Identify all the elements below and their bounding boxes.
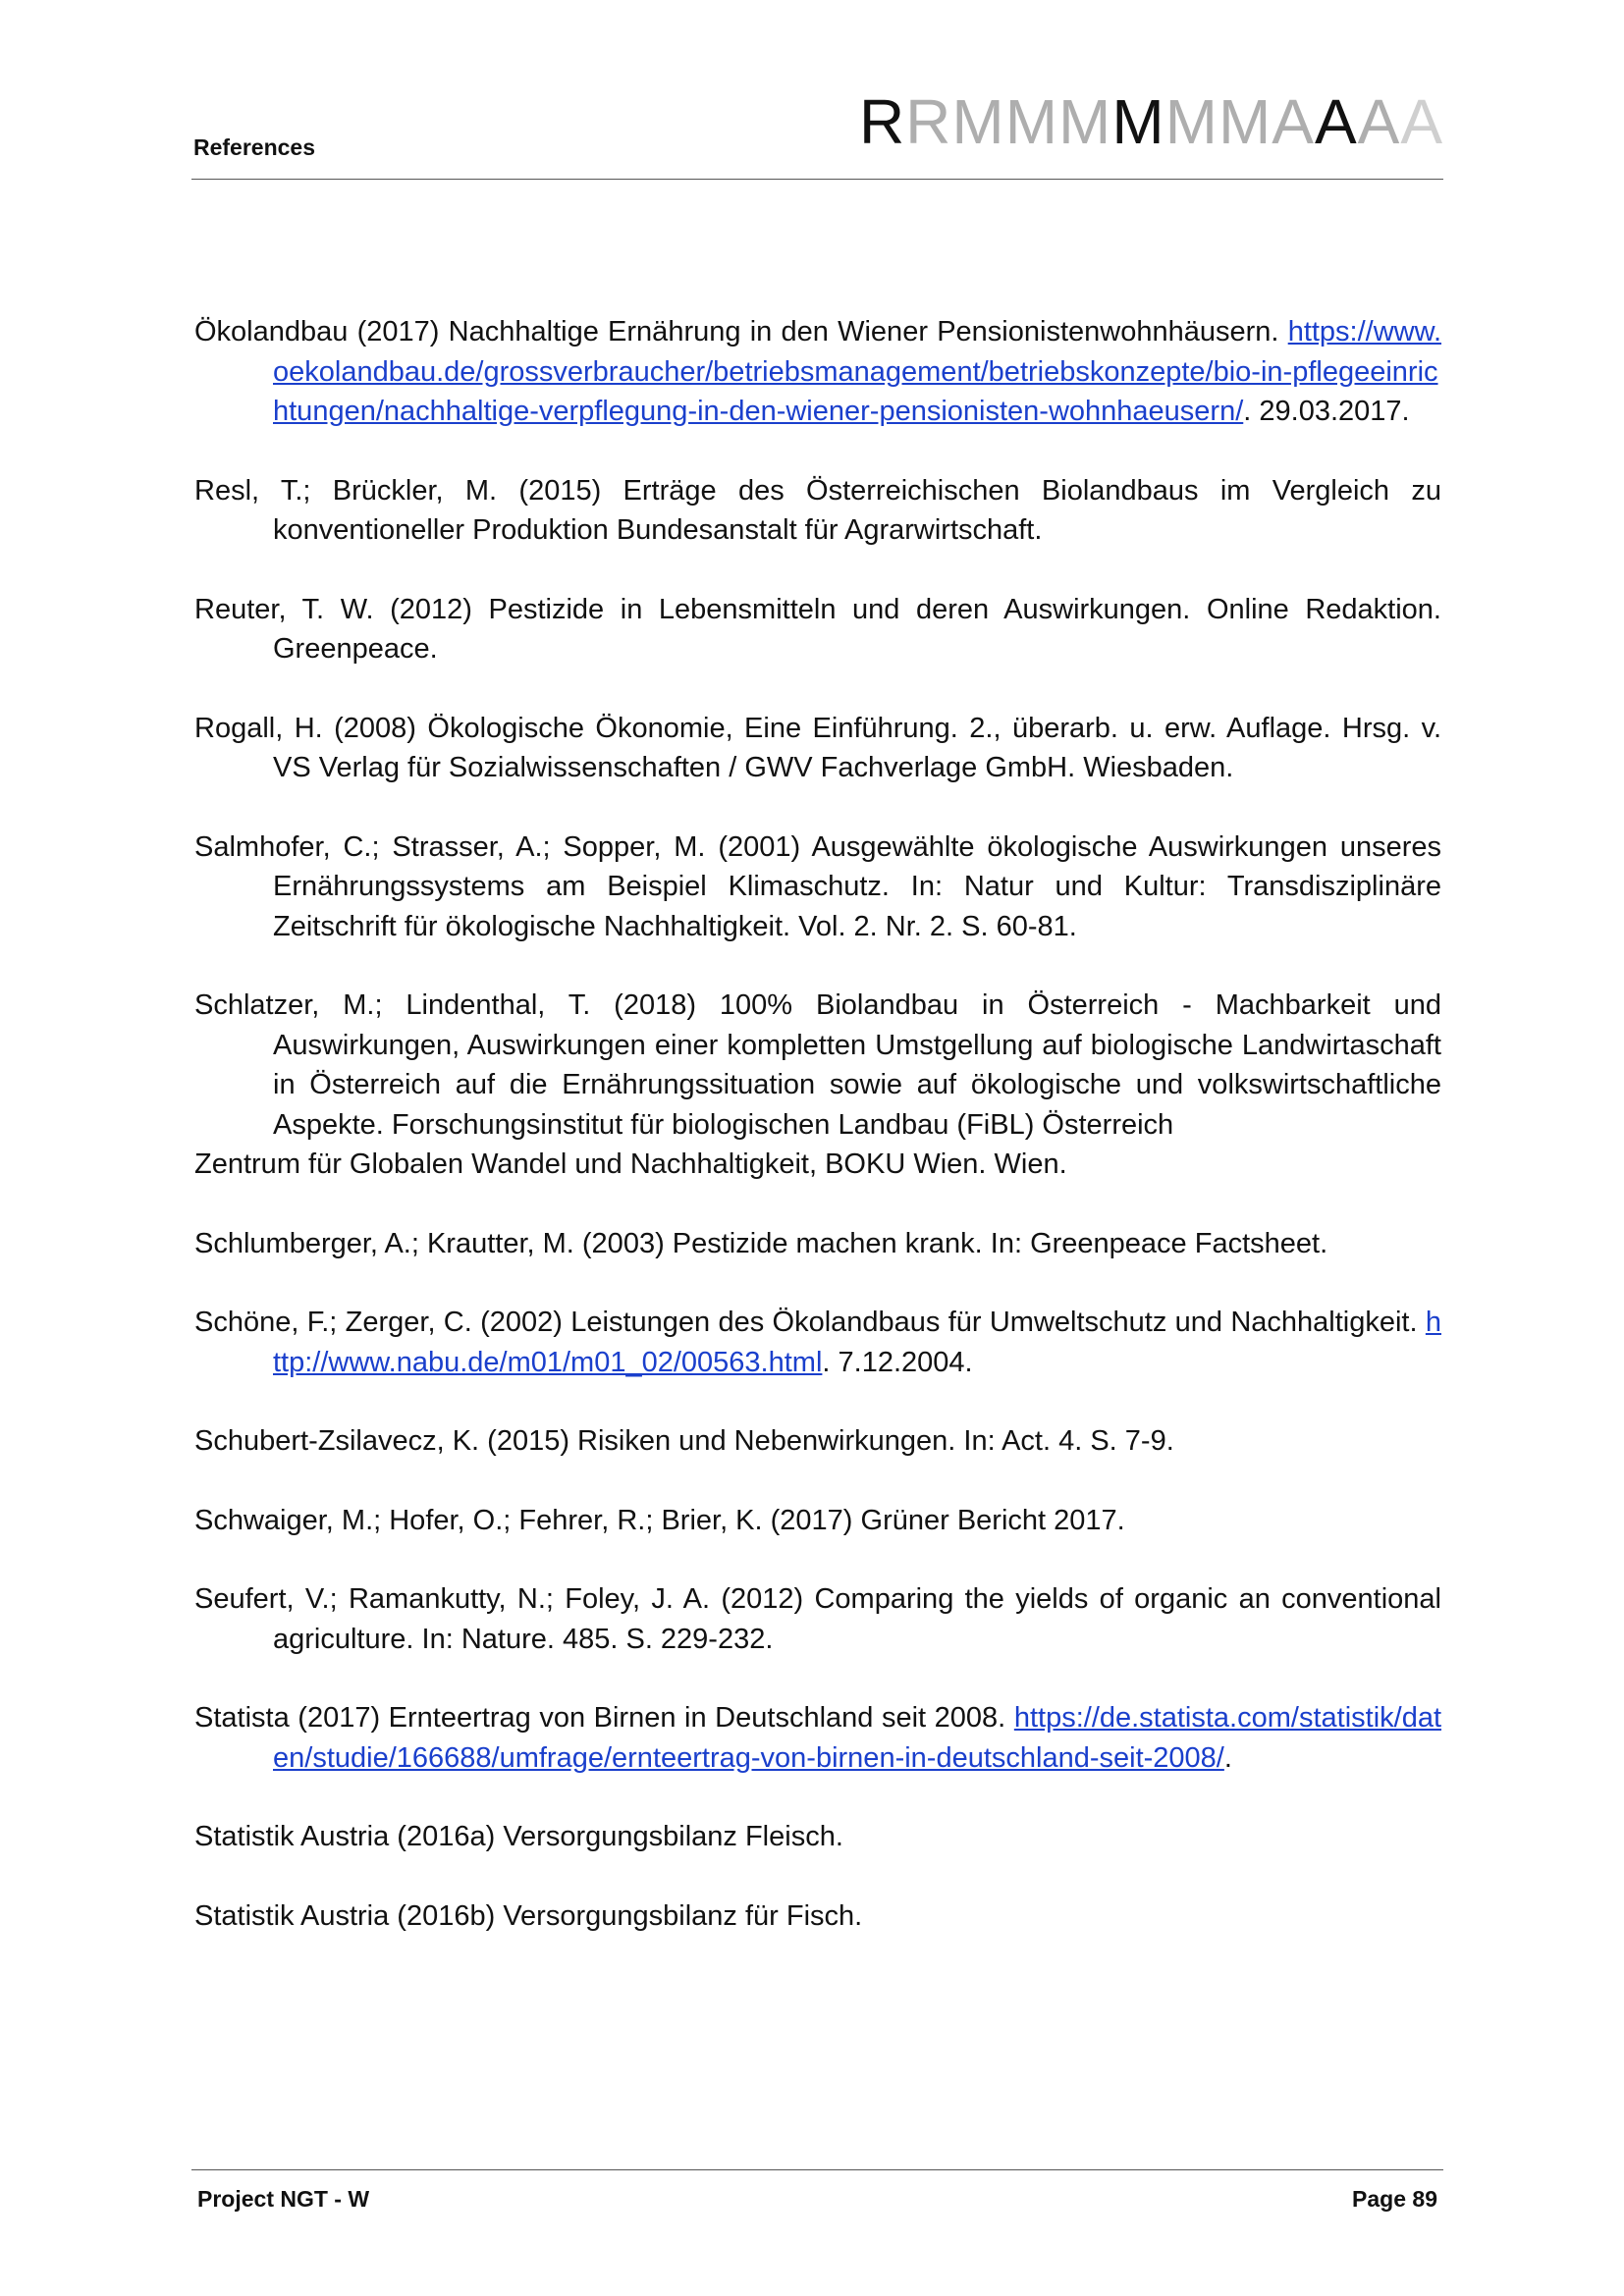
- reference-entry: Salmhofer, C.; Strasser, A.; Sopper, M. (2001) Ausgewählte ökologische Auswirkungen unseres Ernährungssystems am Beispiel Klimaschutz. In: Natur und Kultur: Transdisziplinäre Zeitschrift für ökologische Nachhaltigkeit. Vol. 2. Nr. 2. S. 60-81.: [194, 830, 1441, 942]
- logo-letter: A: [1314, 86, 1358, 157]
- reference-entry: Seufert, V.; Ramankutty, N.; Foley, J. A. (2012) Comparing the yields of organic an conventional agriculture. In: Nature. 485. S. 229-232.: [194, 1583, 1441, 1655]
- reference-link[interactable]: https://www.oekolandbau.de/grossverbraucher/betriebsmanagement/betriebskonzepte/bio-in-pflegeeinrichtungen/nachhaltige-verpflegung-in-den-wiener-pensionisten-wohnhaeusern/: [273, 316, 1442, 427]
- logo-letter: M: [1004, 86, 1058, 157]
- page-number: Page 89: [1352, 2186, 1437, 2212]
- reference-entry: Statistik Austria (2016a) Versorgungsbilanz Fleisch.: [194, 1821, 843, 1852]
- reference-entry: Resl, T.; Brückler, M. (2015) Erträge des Österreichischen Biolandbaus im Vergleich zu konventioneller Produktion Bundesanstalt für Agrarwirtschaft.: [194, 474, 1441, 546]
- reference-entry: Statistik Austria (2016b) Versorgungsbilanz für Fisch.: [194, 1899, 863, 1932]
- reference-link[interactable]: https://de.statista.com/statistik/daten/studie/166688/umfrage/ernteertrag-von-birnen-in-deutschland-seit-2008/: [273, 1702, 1442, 1774]
- footer-project-name: Project NGT - W: [197, 2186, 370, 2212]
- logo-letter: R: [858, 86, 906, 157]
- logo-letter: A: [1272, 86, 1315, 157]
- logo-letter: R: [905, 86, 952, 157]
- reference-entry: Statista (2017) Ernteertrag von Birnen in Deutschland seit 2008. https://de.statista.com/statistik/daten/studie/166688/umfrage/ernteertrag-von-birnen-in-deutschland-seit-2008/.: [194, 1702, 1442, 1774]
- logo-letter: M: [1111, 86, 1165, 157]
- page-header: [191, 88, 1443, 180]
- reference-link[interactable]: http://www.nabu.de/m01/m01_02/00563.html: [273, 1307, 1441, 1378]
- logo-letter: M: [1218, 86, 1272, 157]
- reference-entry: Ökolandbau (2017) Nachhaltige Ernährung in den Wiener Pensionistenwohnhäusern. https://www.oekolandbau.de/grossverbraucher/betriebsmanagement/betriebskonzepte/bio-in-pflegeeinrichtungen/nachhaltige-verpflegung-in-den-wiener-pensionisten-wohnhaeusern/. 29.03.2017.: [194, 316, 1442, 427]
- reference-entry: Schlumberger, A.; Krautter, M. (2003) Pestizide machen krank. In: Greenpeace Factsheet.: [194, 1227, 1328, 1259]
- reference-entry: Zentrum für Globalen Wandel und Nachhaltigkeit, BOKU Wien. Wien.: [194, 1148, 1067, 1180]
- logo-letter: M: [1058, 86, 1112, 157]
- brand-logo: [858, 86, 1443, 157]
- logo-letter: A: [1357, 86, 1401, 157]
- page-footer: [191, 2169, 1443, 2212]
- reference-list: [194, 312, 1441, 1975]
- reference-entry: Reuter, T. W. (2012) Pestizide in Lebensmitteln und deren Auswirkungen. Online Redaktion. Greenpeace.: [194, 593, 1441, 665]
- logo-letter: M: [1164, 86, 1218, 157]
- reference-entry: Schöne, F.; Zerger, C. (2002) Leistungen des Ökolandbaus für Umweltschutz und Nachhaltigkeit. http://www.nabu.de/m01/m01_02/00563.html. 7.12.2004.: [194, 1307, 1441, 1378]
- reference-entry: Schlatzer, M.; Lindenthal, T. (2018) 100% Biolandbau in Österreich - Machbarkeit und Auswirkungen, Auswirkungen einer kompletten Umstgellung auf biologische Landwirtaschaft in Österreich auf die Ernährungssituation sowie auf ökologische und volkswirtschaftliche Aspekte. Forschungsinstitut für biologischen Landbau (FiBL) Österreich: [194, 989, 1441, 1141]
- header-section-title: References: [193, 134, 316, 160]
- reference-entry: Schubert-Zsilavecz, K. (2015) Risiken und Nebenwirkungen. In: Act. 4. S. 7-9.: [194, 1425, 1174, 1457]
- logo-letter: M: [951, 86, 1005, 157]
- logo-letter: A: [1400, 86, 1443, 157]
- reference-entry: Schwaiger, M.; Hofer, O.; Fehrer, R.; Brier, K. (2017) Grüner Bericht 2017.: [194, 1504, 1125, 1536]
- reference-entry: Rogall, H. (2008) Ökologische Ökonomie, Eine Einführung. 2., überarb. u. erw. Auflage. Hrsg. v. VS Verlag für Sozialwissenschaften / GWV Fachverlage GmbH. Wiesbaden.: [194, 712, 1441, 783]
